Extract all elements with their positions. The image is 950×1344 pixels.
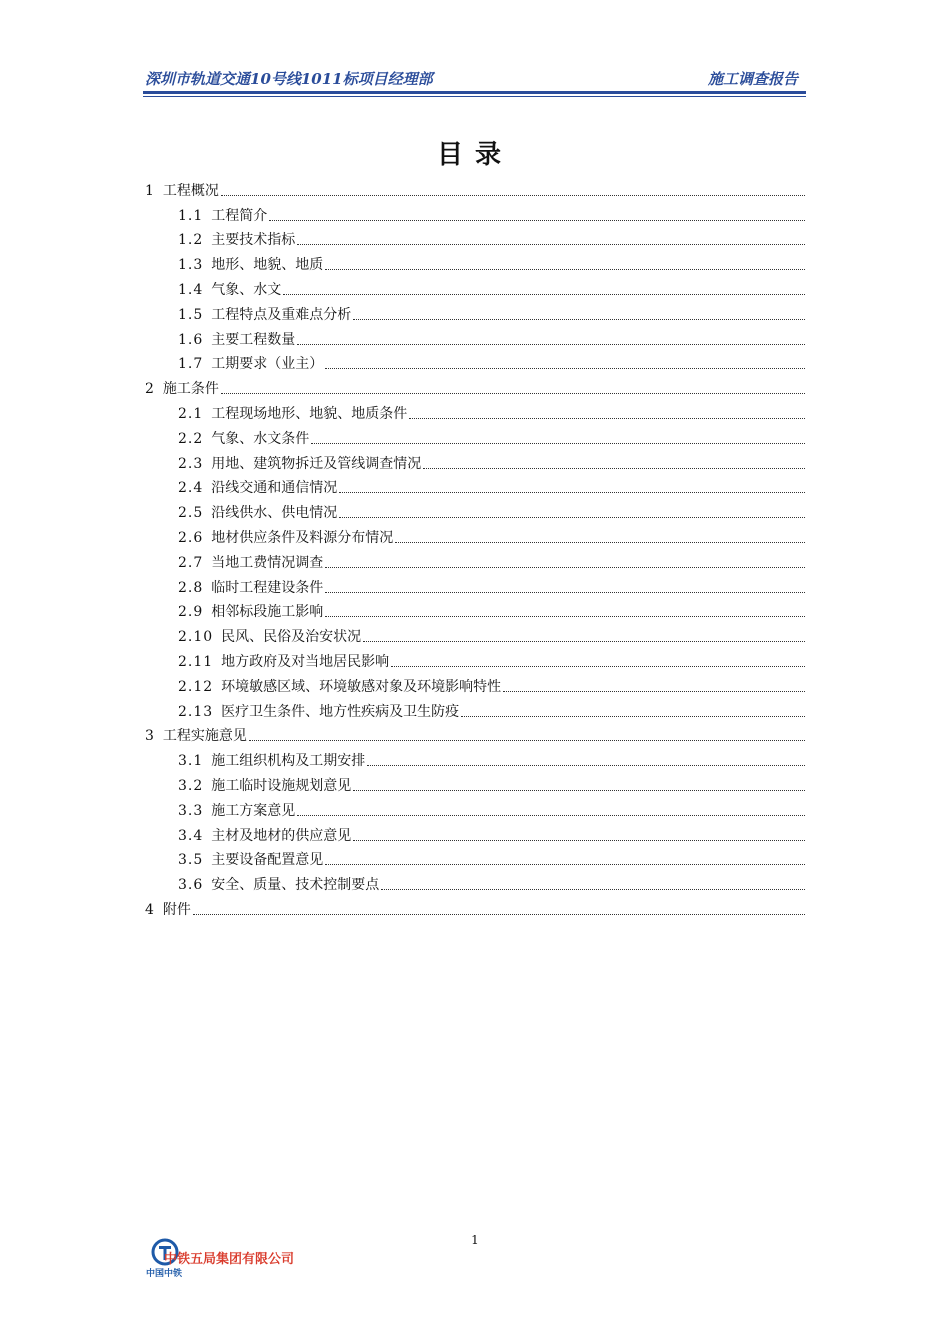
logo-company-name: 中铁五局集团有限公司: [164, 1252, 295, 1267]
toc-dot-leader: [395, 542, 805, 543]
toc-entry-number: 2.8: [178, 579, 204, 596]
toc-dot-leader: [391, 666, 805, 667]
header-rule-thick: [143, 91, 806, 94]
toc-dot-leader: [325, 269, 805, 270]
toc-dot-leader: [353, 790, 805, 791]
toc-dot-leader: [325, 864, 805, 865]
toc-entry-number: 1.7: [178, 356, 204, 373]
toc-dot-leader: [249, 740, 805, 741]
toc-entry[interactable]: [145, 424, 805, 449]
toc-entry-number: 3: [145, 728, 155, 745]
toc-dot-leader: [353, 840, 805, 841]
toc-dot-leader: [193, 914, 805, 915]
toc-entry-number: 1.5: [178, 306, 204, 323]
toc-dot-leader: [325, 592, 805, 593]
toc-entry-title: 施工条件: [162, 381, 219, 398]
toc-entry[interactable]: [145, 672, 805, 697]
toc-entry[interactable]: [145, 821, 805, 846]
toc-entry-number: 3.5: [178, 852, 204, 869]
toc-entry-number: 3.2: [178, 777, 204, 794]
toc-dot-leader: [423, 468, 805, 469]
toc-entry-number: 2.10: [178, 629, 214, 646]
toc-entry[interactable]: [145, 647, 805, 672]
toc-entry[interactable]: [145, 548, 805, 573]
toc-entry[interactable]: [145, 573, 805, 598]
toc-entry[interactable]: [145, 350, 805, 375]
toc-entry-number: 3.3: [178, 802, 204, 819]
page-number: 1: [471, 1233, 479, 1247]
toc-entry-title: 安全、质量、技术控制要点: [211, 877, 380, 894]
toc-entry-number: 1: [145, 182, 155, 199]
toc-entry-title: 民风、民俗及治安状况: [221, 629, 362, 646]
toc-entry-title: 工程概况: [162, 182, 219, 199]
toc-entry-title: 工程特点及重难点分析: [211, 306, 352, 323]
toc-entry-title: 工程简介: [211, 207, 268, 224]
toc-dot-leader: [325, 368, 805, 369]
toc-entry-title: 工期要求（业主）: [211, 356, 324, 373]
toc-entry-title: 气象、水文: [211, 281, 282, 298]
toc-dot-leader: [325, 616, 805, 617]
toc-entry[interactable]: [145, 870, 805, 895]
toc-dot-leader: [297, 344, 805, 345]
toc-entry-title: 主材及地材的供应意见: [211, 827, 352, 844]
toc-entry-title: 附件: [162, 901, 191, 918]
header-report-title: 施工调查报告: [707, 70, 798, 88]
toc-entry-number: 3.4: [178, 827, 204, 844]
toc-entry-number: 4: [145, 901, 155, 918]
toc-entry-title: 气象、水文条件: [211, 430, 310, 447]
toc-entry-number: 2.6: [178, 529, 204, 546]
toc-entry-number: 2.5: [178, 505, 204, 522]
toc-entry-number: 1.2: [178, 232, 204, 249]
toc-entry-title: 工程现场地形、地貌、地质条件: [211, 405, 408, 422]
toc-dot-leader: [381, 889, 805, 890]
toc-entry[interactable]: [145, 399, 805, 424]
toc-entry-title: 环境敏感区域、环境敏感对象及环境影响特性: [221, 678, 502, 695]
toc-entry[interactable]: [145, 374, 805, 399]
toc-entry[interactable]: [145, 895, 805, 920]
page-header: [143, 66, 806, 94]
toc-entry-title: 施工组织机构及工期安排: [211, 753, 366, 770]
toc-entry[interactable]: [145, 598, 805, 623]
toc-dot-leader: [339, 517, 805, 518]
toc-entry-title: 工程实施意见: [162, 728, 247, 745]
toc-entry-number: 2.4: [178, 480, 204, 497]
toc-entry-title: 相邻标段施工影响: [211, 604, 324, 621]
toc-entry[interactable]: [145, 201, 805, 226]
toc-entry-number: 2.7: [178, 554, 204, 571]
toc-dot-leader: [269, 220, 805, 221]
toc-entry-title: 地方政府及对当地居民影响: [221, 653, 390, 670]
toc-entry[interactable]: [145, 275, 805, 300]
toc-entry[interactable]: [145, 622, 805, 647]
toc-entry-number: 1.6: [178, 331, 204, 348]
toc-dot-leader: [339, 492, 805, 493]
toc-dot-leader: [297, 815, 805, 816]
toc-entry-number: 2.3: [178, 455, 204, 472]
toc-entry-title: 用地、建筑物拆迁及管线调查情况: [211, 455, 422, 472]
toc-entry[interactable]: [145, 176, 805, 201]
header-rule-thin: [143, 96, 806, 97]
toc-dot-leader: [363, 641, 805, 642]
toc-entry-title: 地形、地貌、地质: [211, 257, 324, 274]
toc-entry-number: 3.6: [178, 877, 204, 894]
toc-entry-number: 1.1: [178, 207, 204, 224]
toc-entry-title: 地材供应条件及料源分布情况: [211, 529, 394, 546]
toc-entry-number: 2: [145, 381, 155, 398]
toc-entry[interactable]: [145, 746, 805, 771]
toc-entry-number: 2.1: [178, 405, 204, 422]
toc-dot-leader: [353, 319, 805, 320]
toc-dot-leader: [461, 716, 805, 717]
toc-entry-title: 主要技术指标: [211, 232, 296, 249]
toc-entry[interactable]: [145, 722, 805, 747]
toc-entry-number: 1.4: [178, 281, 204, 298]
toc-entry-number: 2.9: [178, 604, 204, 621]
toc-entry[interactable]: [145, 771, 805, 796]
toc-entry[interactable]: [145, 498, 805, 523]
toc-entry[interactable]: [145, 449, 805, 474]
toc-entry-number: 2.12: [178, 678, 214, 695]
page-title: 目录: [436, 140, 513, 170]
toc-entry[interactable]: [145, 300, 805, 325]
toc-entry-title: 主要工程数量: [211, 331, 296, 348]
toc-dot-leader: [367, 765, 805, 766]
table-of-contents: [145, 176, 805, 920]
toc-dot-leader: [283, 294, 805, 295]
toc-dot-leader: [503, 691, 805, 692]
toc-entry[interactable]: [145, 250, 805, 275]
logo-group-name: 中国中铁: [146, 1269, 183, 1279]
toc-dot-leader: [409, 418, 805, 419]
toc-entry-title: 当地工费情况调查: [211, 554, 324, 571]
toc-dot-leader: [297, 244, 805, 245]
toc-entry-number: 2.2: [178, 430, 204, 447]
toc-entry-title: 沿线交通和通信情况: [211, 480, 338, 497]
toc-dot-leader: [311, 443, 805, 444]
toc-entry-title: 临时工程建设条件: [211, 579, 324, 596]
toc-entry-title: 施工方案意见: [211, 802, 296, 819]
toc-entry[interactable]: [145, 523, 805, 548]
company-logo: [146, 1237, 336, 1279]
toc-entry-number: 2.11: [178, 653, 214, 670]
toc-dot-leader: [221, 393, 805, 394]
toc-entry-title: 主要设备配置意见: [211, 852, 324, 869]
header-project-name: 深圳市轨道交通10号线1011标项目经理部: [145, 70, 433, 88]
toc-entry-title: 施工临时设施规划意见: [211, 777, 352, 794]
toc-dot-leader: [325, 567, 805, 568]
toc-entry[interactable]: [145, 796, 805, 821]
toc-entry-number: 3.1: [178, 753, 204, 770]
toc-entry[interactable]: [145, 474, 805, 499]
toc-entry-title: 医疗卫生条件、地方性疾病及卫生防疫: [221, 703, 460, 720]
toc-entry[interactable]: [145, 697, 805, 722]
toc-entry[interactable]: [145, 226, 805, 251]
toc-entry-number: 2.13: [178, 703, 214, 720]
toc-entry[interactable]: [145, 325, 805, 350]
toc-dot-leader: [221, 195, 805, 196]
toc-entry[interactable]: [145, 846, 805, 871]
toc-entry-number: 1.3: [178, 257, 204, 274]
toc-entry-title: 沿线供水、供电情况: [211, 505, 338, 522]
